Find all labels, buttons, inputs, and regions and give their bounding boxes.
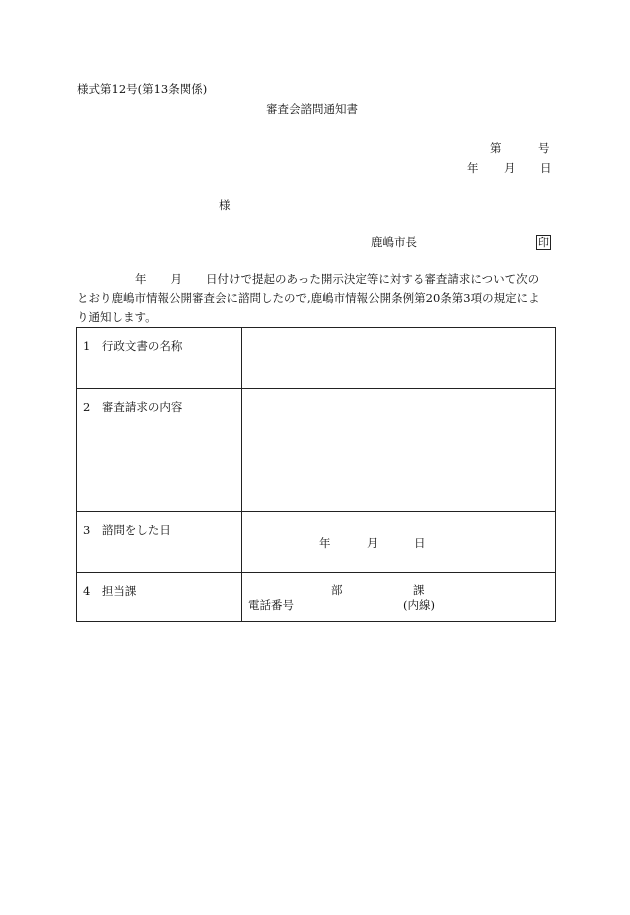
body-paragraph xyxy=(77,270,552,327)
row-value-document-name[interactable] xyxy=(242,328,556,389)
date-day: 日 xyxy=(540,161,552,175)
sender-name: 鹿嶋市長 xyxy=(371,235,417,249)
phone-label: 電話番号 xyxy=(248,598,294,612)
body-year: 年 xyxy=(135,272,147,286)
body-line-2: とおり鹿嶋市情報公開審査会に諮問したので,鹿嶋市情報公開条例第20条第3項の規定によ xyxy=(77,291,540,305)
body-month: 月 xyxy=(170,272,182,286)
seal-mark xyxy=(536,235,551,250)
doc-number-prefix: 第 xyxy=(490,141,502,155)
body-line1-rest: 日付けで提起のあった開示決定等に対する審査請求について次の xyxy=(206,272,540,286)
body-line-1 xyxy=(77,270,552,289)
row-value-request-content[interactable] xyxy=(242,389,556,512)
date-month: 月 xyxy=(504,161,516,175)
consultation-day: 日 xyxy=(414,536,426,550)
addressee-suffix: 様 xyxy=(219,198,231,212)
row-label-consultation-date: 3 諮問をした日 xyxy=(77,512,242,573)
table-row xyxy=(77,573,556,622)
date-year: 年 xyxy=(467,161,479,175)
form-number: 様式第12号(第13条関係) xyxy=(77,82,208,96)
table-row xyxy=(77,512,556,573)
row-label-document-name: 1 行政文書の名称 xyxy=(77,328,242,389)
phone-extension: (内線) xyxy=(403,598,435,612)
department-ka: 課 xyxy=(413,583,425,597)
department-bu: 部 xyxy=(331,583,343,597)
body-line-3: り通知します。 xyxy=(77,310,157,324)
row-value-consultation-date[interactable] xyxy=(242,512,556,573)
row-label-department: 4 担当課 xyxy=(77,573,242,622)
row-value-department[interactable] xyxy=(242,573,556,622)
notice-table xyxy=(76,327,556,622)
table-row xyxy=(77,389,556,512)
doc-number-suffix: 号 xyxy=(538,141,550,155)
seal-text: 印 xyxy=(538,236,549,249)
document-title: 審査会諮問通知書 xyxy=(266,102,358,116)
table-row xyxy=(77,328,556,389)
consultation-month: 月 xyxy=(367,536,379,550)
consultation-year: 年 xyxy=(319,536,331,550)
row-label-request-content: 2 審査請求の内容 xyxy=(77,389,242,512)
